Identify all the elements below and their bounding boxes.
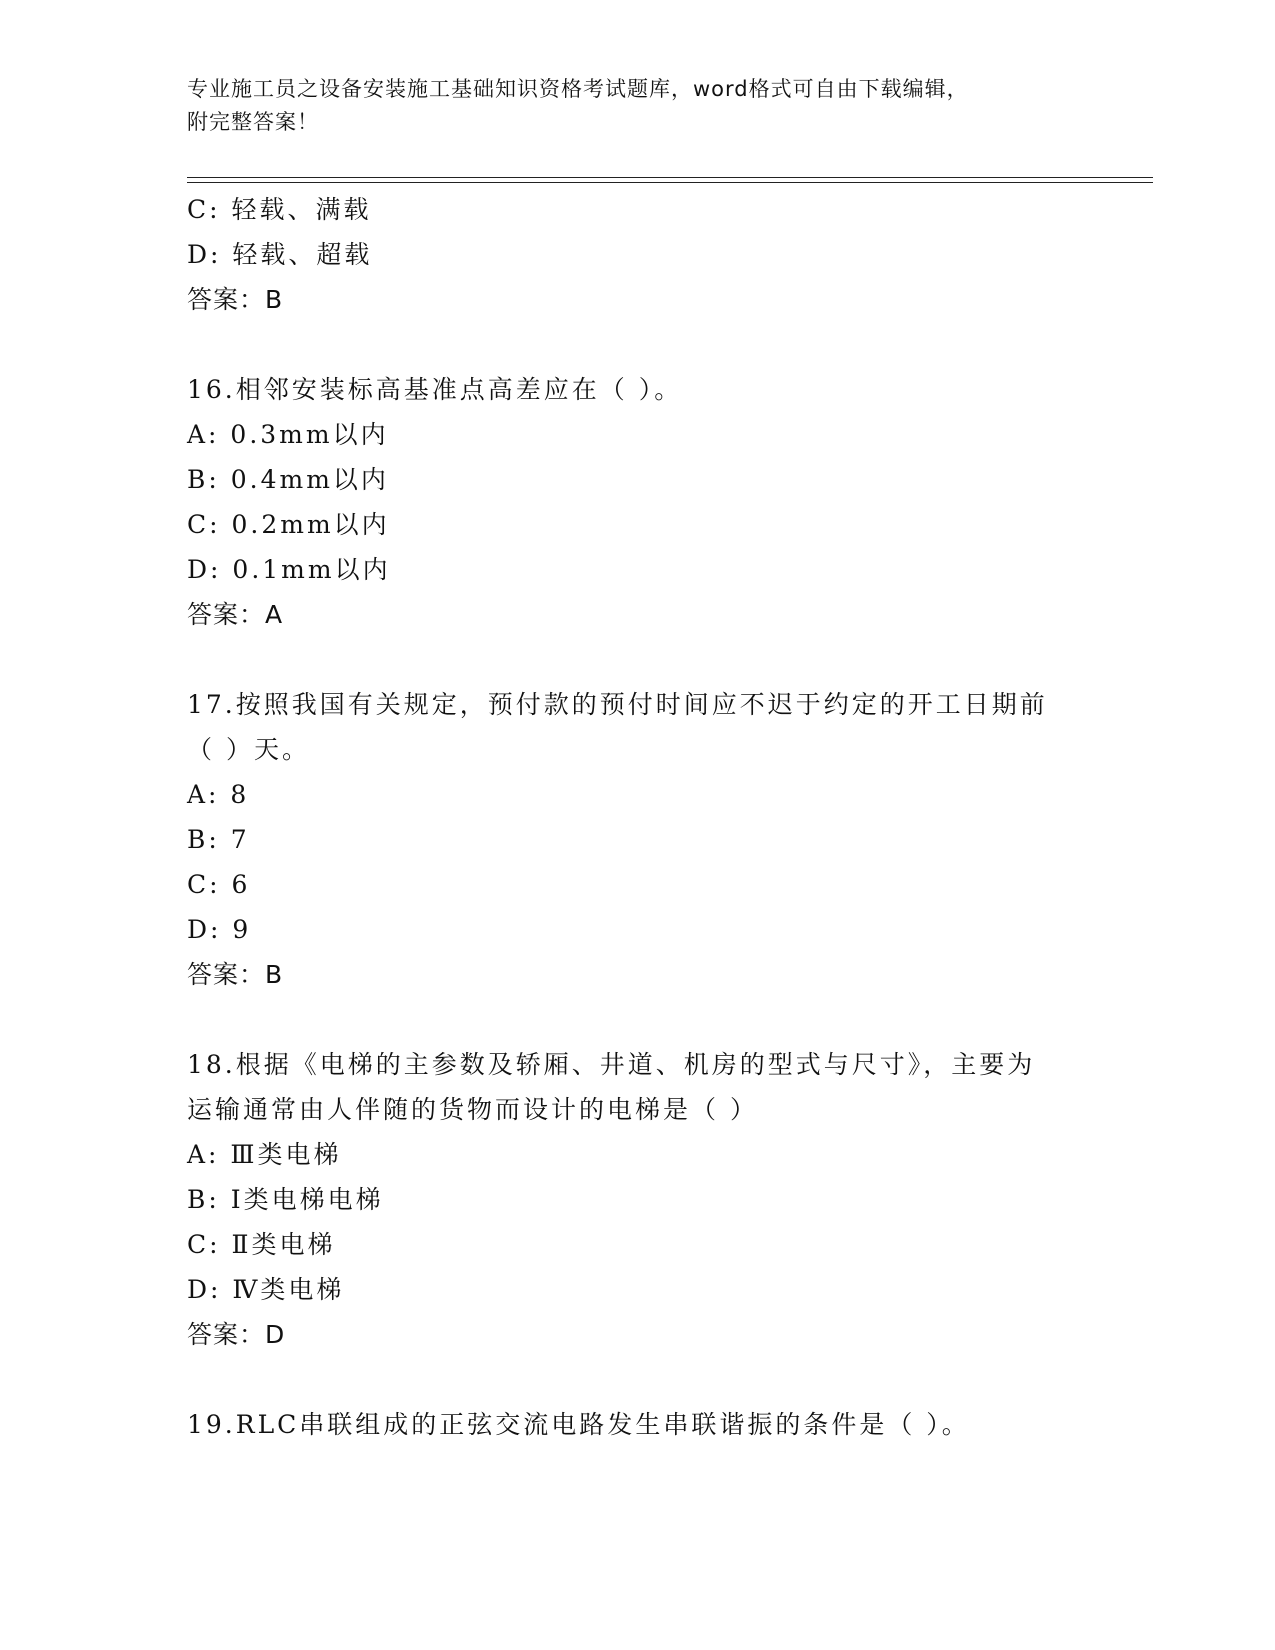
q16-option-b: B: 0.4mm以内: [187, 465, 389, 494]
carryover-option-d: D: 轻载、超载: [187, 240, 373, 269]
q17-option-c: C: 6: [187, 870, 251, 899]
document-header: [187, 73, 1067, 139]
q17-answer: 答案：B: [187, 960, 284, 989]
header-divider-bottom: [187, 182, 1153, 183]
q17-stem-line-2: （ ）天。: [187, 735, 310, 764]
q18-answer: 答案：D: [187, 1320, 286, 1349]
q17-option-b: B: 7: [187, 825, 250, 854]
q18-option-c: C: Ⅱ类电梯: [187, 1230, 336, 1259]
q16-option-c: C: 0.2mm以内: [187, 510, 390, 539]
header-divider-top: [187, 177, 1153, 178]
q17-option-d: D: 9: [187, 915, 252, 944]
q16-option-d: D: 0.1mm以内: [187, 555, 391, 584]
q18-option-a: A: Ⅲ类电梯: [187, 1140, 342, 1169]
q18-option-d: D: Ⅳ类电梯: [187, 1275, 345, 1304]
carryover-answer: 答案：B: [187, 285, 284, 314]
q17-option-a: A: 8: [187, 780, 250, 809]
header-line-2: 附完整答案！: [187, 110, 319, 134]
q16-answer: 答案：A: [187, 600, 284, 629]
q16-stem: 16.相邻安装标高基准点高差应在（ ）。: [187, 375, 683, 404]
carryover-option-c: C: 轻载、满载: [187, 195, 372, 224]
header-line-1: 专业施工员之设备安装施工基础知识资格考试题库，word格式可自由下载编辑，: [187, 77, 969, 101]
q18-stem-line-2: 运输通常由人伴随的货物而设计的电梯是（ ）: [187, 1095, 758, 1124]
q18-option-b: B: Ⅰ类电梯电梯: [187, 1185, 384, 1214]
q19-stem: 19.RLC串联组成的正弦交流电路发生串联谐振的条件是（ ）。: [187, 1410, 970, 1439]
q17-stem-line-1: 17.按照我国有关规定，预付款的预付时间应不迟于约定的开工日期前: [187, 690, 1048, 719]
q16-option-a: A: 0.3mm以内: [187, 420, 389, 449]
q18-stem-line-1: 18.根据《电梯的主参数及轿厢、井道、机房的型式与尺寸》，主要为: [187, 1050, 1036, 1079]
